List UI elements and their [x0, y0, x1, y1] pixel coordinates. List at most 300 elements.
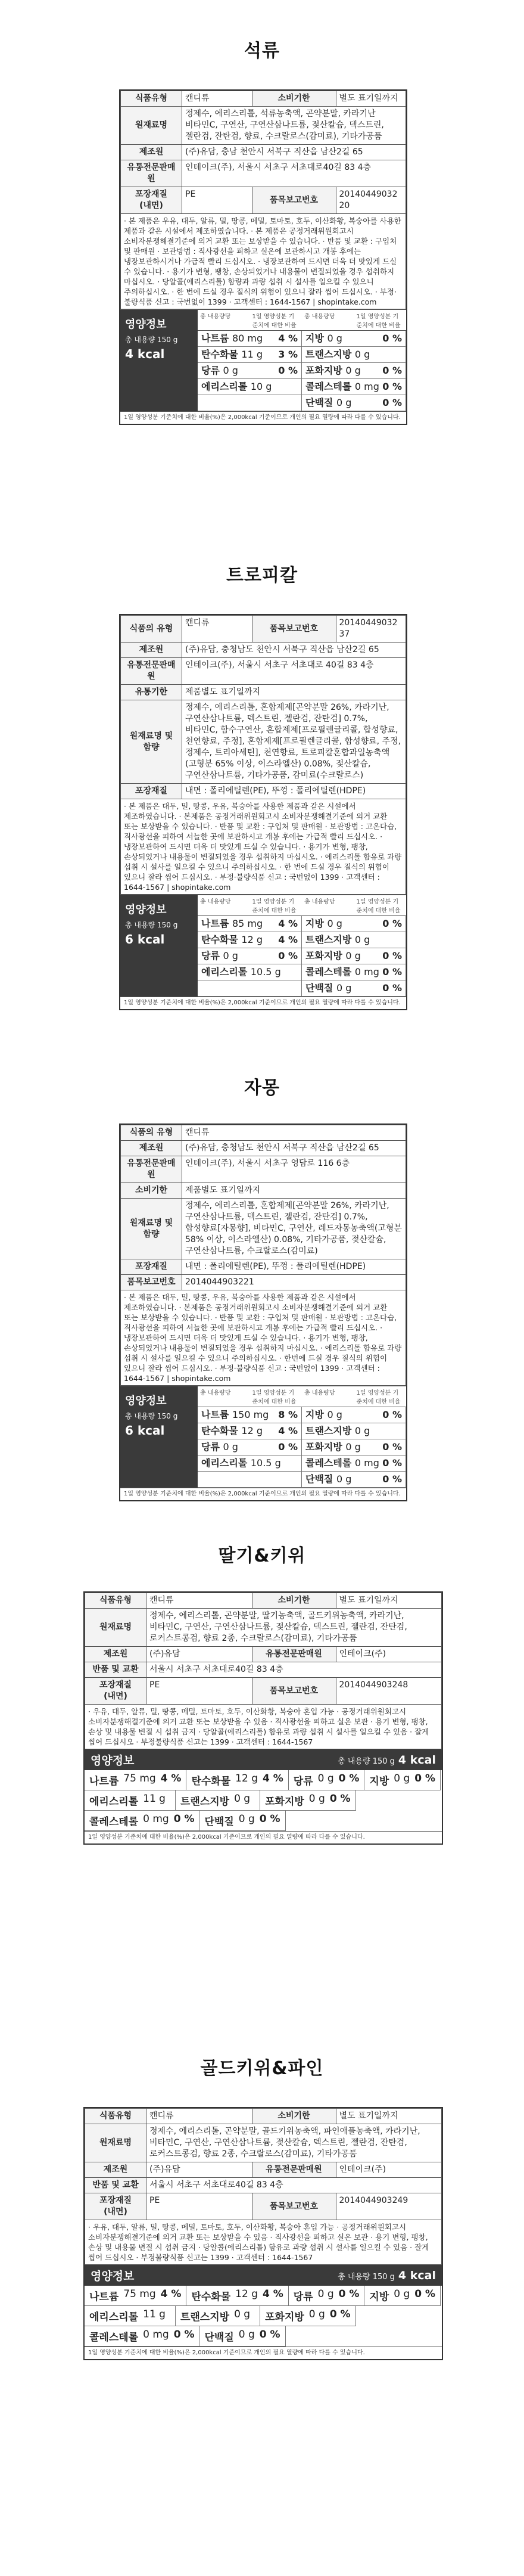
nutrient-percent: 0 % — [382, 397, 402, 408]
nutrient-name: 지방 — [369, 1776, 389, 1787]
label-notes: · 본 제품은 대두, 밀, 땅콩, 우유, 복숭아를 사용한 제품과 같은 시설에서 제조하였습니다. · 본제품은 공정거래위원회고시 소비자분쟁해결기준에 의거 교환 또는 보상받을 수 있습니다. · 반품 및 교환 : 구입처 및 판매원 · 보관방법 : 고온다습, 직사광선을 피하여 서늘한 곳에 보관하시고 개봉 후에는 가급적 빨리 드십시오. · 냉장보관하여 드시면 더욱 더 맛있게 드실 수 있습니다. · 용기가 변형, 팽창, 손상되었거나 내용물이 변질되었을 경우 섭취하지 마십시오. · 에리스리톨 함유로 과량 섭취 시 설사를 일으킬 수 있으니 주의하십시오. · 한 번에 드실 경우 질식의 위험이 있으니 잘라 씹어 드십시오. · 부정·불량식품 신고 : 국번없이 1399 · 고객센터 : 1644-1567 | shopintake.com — [121, 799, 406, 895]
nutrient-amount: 0 g — [223, 1441, 238, 1453]
nutrient-name: 나트륨 — [201, 333, 229, 344]
label-row — [121, 1156, 406, 1183]
nutrient-amount: 10.5 g — [250, 1457, 281, 1469]
nutrient-amount: 0 g — [308, 2308, 325, 2320]
nutrient-name: 나트륨 — [201, 1409, 229, 1420]
nutrient-amount: 12 g — [235, 2288, 258, 2300]
nutrition-header-cell: 총 내용량당 — [200, 899, 231, 905]
nutrition-header — [198, 1386, 406, 1407]
label-key: 원재료명 — [85, 1609, 146, 1647]
nutrition-summary — [120, 1386, 198, 1488]
nutrient-cell — [198, 347, 302, 363]
label-key: 식품유형 — [121, 91, 182, 107]
label-key: 원재료명 및 함량 — [121, 700, 182, 784]
nutrition-kcal: 6 kcal — [125, 932, 165, 946]
nutrient-percent: 0 % — [173, 2329, 195, 2341]
nutrition-header-cell: 1일 영양성분 기준치에 대한 비율 — [356, 1390, 401, 1405]
nutrient-name: 콜레스테롤 — [305, 966, 352, 977]
nutrient-name: 포화지방 — [265, 1796, 304, 1808]
label-row — [121, 1183, 406, 1199]
nutrition-header-cell: 1일 영양성분 기준치에 대한 비율 — [252, 1390, 297, 1405]
nutrient-amount: 0 g — [234, 1793, 251, 1805]
label-row — [121, 107, 406, 145]
nutrient-cell — [199, 1811, 285, 1831]
nutrient-amount: 0 g — [336, 1473, 352, 1485]
nutrient-percent: 4 % — [278, 918, 298, 929]
nutrient-cell — [289, 2286, 365, 2306]
nutrient-percent: 0 % — [329, 2308, 351, 2320]
nutrient-percent: 0 % — [338, 1773, 360, 1784]
label-key: 식품유형 — [85, 2109, 146, 2124]
nutrient-name: 나트륨 — [201, 918, 229, 929]
label-key: 유통전문판매원 — [121, 1156, 182, 1183]
nutrient-cell — [302, 964, 406, 980]
nutrient-cell — [302, 347, 406, 363]
label-row — [85, 1593, 442, 1609]
nutrient-percent: 0 % — [259, 2329, 280, 2341]
label-value: 정제수, 에리스리톨, 곤약분말, 딸기농축액, 골드키위농축액, 카라기난, 비타민C, 구연산, 구연산삼나트륨, 젖산칼슘, 덱스트린, 젤란검, 잔탄검, 로커스트콩검, 향료 2종, 수크랄로스(감미료), 기타가공품 — [146, 1609, 442, 1647]
nutrient-name: 트랜스지방 — [305, 934, 352, 945]
label-key: 식품의 유형 — [121, 616, 182, 643]
label-key: 반품 및 교환 — [85, 1662, 146, 1678]
nutrient-amount: 0 g — [223, 365, 238, 376]
nutrient-percent: 4 % — [262, 2288, 283, 2300]
nutrition-summary — [120, 310, 198, 411]
label-value: 2014044903249 — [336, 2193, 442, 2220]
product-label — [83, 2107, 443, 2360]
nutrition-table — [198, 895, 406, 997]
nutrient-cell — [364, 1770, 441, 1790]
nutrient-name: 지방 — [305, 918, 324, 929]
nutrient-percent: 4 % — [278, 934, 298, 945]
nutrient-cell — [302, 932, 406, 948]
nutrition-header-cell: 총 내용량당 — [200, 1390, 231, 1396]
nutrient-cell — [85, 2306, 176, 2326]
label-notes: · 우유, 대두, 알류, 밀, 땅콩, 메밀, 토마토, 호두, 이산화황, 복숭아 혼입 가능 · 공정거래위원회고시 소비자분쟁해결기준에 의거 교환 또는 보상받을 수 있음 · 직사광선을 피하고 실온 보관 · 용기 변형, 팽창, 손상 및 내용물 변질 시 섭취 금지 · 당알콜(에리스리톨) 함유로 과량 섭취 시 설사를 일으킬 수 있음 · 잘게 씹어 드십시오 · 부정불량식품 신고는 1399 · 고객센터 : 1644-1567 — [85, 2220, 442, 2265]
nutrition-header-cell: 1일 영양성분 기준치에 대한 비율 — [252, 314, 297, 329]
label-value: (주)유담, 충청남도 천안시 서북구 직산읍 남산2길 65 — [182, 643, 406, 658]
nutrient-cell — [198, 932, 302, 948]
nutrient-name: 탄수화물 — [201, 934, 238, 945]
nutrient-name: 당류 — [201, 950, 220, 961]
nutrition-header-cell: 1일 영양성분 기준치에 대한 비율 — [356, 899, 401, 914]
label-value: 2014044903220 — [336, 187, 406, 214]
label-info-table — [85, 1593, 442, 1749]
nutrient-percent: 0 % — [382, 1441, 402, 1453]
label-key: 원재료명 및 함량 — [121, 1199, 182, 1259]
nutrition-header — [198, 310, 406, 331]
product-label — [83, 1591, 443, 1845]
nutrient-cell — [260, 1790, 356, 1811]
section-title: 자몽 — [244, 1078, 280, 1098]
nutrient-name: 나트륨 — [89, 1776, 119, 1787]
nutrition-header — [198, 895, 406, 916]
nutrition-title: 영양정보 — [125, 1395, 167, 1407]
nutrient-cell — [198, 948, 302, 964]
nutrient-amount: 0 mg — [354, 1457, 379, 1469]
label-notes: · 본 제품은 대두, 밀, 땅콩, 우유, 복숭아를 사용한 제품과 같은 시설에서 제조하였습니다. · 본제품은 공정거래위원회고시 소비자분쟁해결기준에 의거 교환 또는 보상받을 수 있습니다. · 반품 및 교환 : 구입처 및 판매원 · 보관방법 : 고온다습, 직사광선을 피하여 서늘한 곳에 보관하시고 개봉 후에는 가급적 빨리 드십시오. · 냉장보관하여 드시면 더욱 더 맛있게 드실 수 있습니다. · 용기가 변형, 팽창, 손상되었거나 내용물이 변질되었을 경우 섭취하지 마십시오. · 에리스리톨 함유로 과량 섭취 시 설사를 일으킬 수 있으니 주의하십시오. · 한번에 드실 경우 질식의 위험이 있으니 잘라 씹어 드십시오. · 부정·불량식품 신고 : 국번없이 1399 · 고객센터 : 1644-1567 | shopintake.com — [121, 1290, 406, 1386]
label-key: 반품 및 교환 — [85, 2178, 146, 2193]
nutrient-amount: 0 g — [308, 1793, 325, 1805]
nutrient-name: 당류 — [201, 365, 220, 376]
label-key: 유통전문판매원 — [252, 1647, 336, 1662]
nutrient-name: 트랜스지방 — [180, 1796, 230, 1808]
nutrient-cell — [198, 379, 302, 395]
nutrition-summary — [120, 895, 198, 997]
label-row — [121, 658, 406, 685]
label-value: (주)유담 — [146, 1647, 252, 1662]
nutrition-serving: 총 내용량 150 g — [338, 2272, 395, 2282]
nutrient-name: 에리스리톨 — [201, 966, 248, 977]
nutrient-name: 탄수화물 — [191, 2291, 231, 2303]
nutrient-cell — [186, 2286, 288, 2306]
nutrient-percent: 0 % — [382, 918, 402, 929]
label-key: 원재료명 — [85, 2124, 146, 2162]
label-value: 제품별도 표기일까지 — [182, 1183, 406, 1199]
nutrient-name: 에리스리톨 — [89, 2311, 139, 2323]
nutrient-amount: 10 g — [250, 381, 272, 392]
nutrient-cell — [302, 379, 406, 395]
label-notes-row — [121, 1290, 406, 1386]
nutrition-grid — [85, 2286, 442, 2347]
nutrient-cell — [85, 1811, 199, 1831]
nutrition-footnote: 1일 영양성분 기준치에 대한 비율(%)은 2,000kcal 기준이므로 개인의 필요 열량에 따라 다를 수 있습니다. — [85, 2347, 442, 2359]
label-value: 인테이크(주) — [336, 1647, 442, 1662]
nutrition-header-bar — [85, 1749, 442, 1770]
label-row — [121, 643, 406, 658]
label-value: 캔디류 — [146, 2109, 252, 2124]
nutrient-name: 지방 — [305, 333, 324, 344]
label-value: 제품별도 표기일까지 — [182, 685, 406, 700]
label-value: 정제수, 에리스리톨, 혼합제제[곤약분말 26%, 카라기난, 구연산삼나트륨, 덱스트린, 젤란검, 잔탄검] 0.7%, 비타민C, 함수구연산, 혼합제제[프로필렌글리콜, 합성향료, 천연향료, 주정], 혼합제제[프로필렌글리콜, 합성향료, 주정, 정제수, 트리아세틴], 천연향료, 트로피칼혼합과일농축액(고형분 65% 이상, 이스라엘산) 0.08%, 젖산칼슘, 구연산삼나트륨, 기타가공품, 감미료(수크랄로스) — [182, 700, 406, 784]
nutrient-amount: 80 mg — [232, 333, 263, 344]
label-value: PE — [146, 1678, 252, 1705]
nutrient-cell — [198, 1472, 302, 1488]
nutrient-cell — [198, 1439, 302, 1455]
nutrient-amount: 10.5 g — [250, 966, 281, 977]
label-key: 품목보고번호 — [252, 2193, 336, 2220]
label-value: 캔디류 — [146, 1593, 252, 1609]
nutrition-grid — [198, 916, 406, 997]
nutrition-header-bar — [85, 2265, 442, 2286]
nutrient-amount: 0 g — [317, 1773, 334, 1784]
nutrient-name: 포화지방 — [305, 365, 342, 376]
label-value: 캔디류 — [182, 1125, 406, 1141]
nutrient-cell — [302, 1439, 406, 1455]
nutrient-cell — [85, 2326, 199, 2347]
nutrient-amount: 75 mg — [123, 2288, 156, 2300]
label-key: 식품의 유형 — [121, 1125, 182, 1141]
label-row — [121, 1125, 406, 1141]
label-value: 인테이크(주) — [336, 2162, 442, 2178]
section-title: 트로피칼 — [226, 565, 298, 586]
nutrient-percent: 0 % — [338, 2288, 360, 2300]
nutrition-table — [198, 1386, 406, 1488]
nutrient-name: 지방 — [305, 1409, 324, 1420]
label-value: 2014044903221 — [182, 1275, 406, 1290]
label-row — [121, 160, 406, 187]
nutrient-cell — [302, 1423, 406, 1439]
label-row — [121, 685, 406, 700]
nutrient-amount: 0 g — [354, 1425, 370, 1436]
nutrient-cell — [85, 1790, 176, 1811]
nutrient-cell — [302, 948, 406, 964]
label-row — [85, 2109, 442, 2124]
nutrient-percent: 0 % — [329, 1793, 351, 1805]
nutrient-amount: 0 g — [223, 950, 238, 961]
nutrition-kcal: 4 kcal — [398, 2268, 436, 2282]
nutrient-cell — [186, 1770, 288, 1790]
nutrition-kcal: 4 kcal — [125, 347, 165, 361]
nutrition-footnote: 1일 영양성분 기준치에 대한 비율(%)은 2,000kcal 기준이므로 개인의 필요 열량에 따라 다를 수 있습니다. — [85, 1831, 442, 1843]
label-value: 정제수, 에리스리톨, 석류농축액, 곤약분말, 카라기난 비타민C, 구연산, 구연산삼나트륨, 젖산칼슘, 덱스트린, 젤란검, 잔탄검, 향료, 수크랄로스(감미료), 기타가공품 — [182, 107, 406, 145]
nutrient-percent: 0 % — [382, 365, 402, 376]
label-value: 정제수, 에리스리톨, 혼합제제[곤약분말 26%, 카라기난, 구연산삼나트륨, 덱스트린, 젤란검, 잔탄검] 0.7%, 합성향료[자몽향], 비타민C, 구연산, 레드자몽농축액(고형분 58% 이상, 이스라엘산) 0.08%, 기타가공품, 젖산칼슘, 구연산삼나트륨, 수크랄로스(감미료) — [182, 1199, 406, 1259]
nutrient-name: 콜레스테롤 — [305, 1457, 352, 1469]
nutrition-grid — [198, 1407, 406, 1488]
nutrient-percent: 0 % — [382, 381, 402, 392]
label-row — [85, 2193, 442, 2220]
label-row — [121, 187, 406, 214]
nutrition-header-cell: 총 내용량당 — [200, 314, 231, 320]
nutrient-name: 포화지방 — [265, 2311, 304, 2323]
nutrient-amount: 0 g — [336, 397, 352, 408]
nutrient-cell — [260, 2306, 356, 2326]
nutrient-cell — [364, 2286, 441, 2306]
label-value: 별도 표기일까지 — [336, 91, 406, 107]
nutrient-cell — [302, 395, 406, 411]
nutrient-amount: 11 g — [143, 1793, 166, 1805]
nutrient-amount: 0 g — [238, 1813, 255, 1825]
label-value: PE — [146, 2193, 252, 2220]
label-row — [85, 2178, 442, 2193]
nutrient-name: 단백질 — [204, 2332, 234, 2344]
nutrition-facts — [120, 1386, 406, 1488]
nutrient-name: 트랜스지방 — [305, 1425, 352, 1436]
label-key: 소비기한 — [252, 2109, 336, 2124]
label-info-table — [85, 2108, 442, 2265]
nutrient-name: 에리스리톨 — [201, 1457, 248, 1469]
label-key: 포장재질(내면) — [85, 1678, 146, 1705]
nutrition-header-cell: 총 내용량당 — [304, 899, 335, 905]
label-key: 소비기한 — [252, 1593, 336, 1609]
nutrition-header-cell: 총 내용량당 — [304, 1390, 335, 1396]
label-row — [121, 145, 406, 160]
nutrient-amount: 11 g — [241, 349, 263, 360]
nutrient-cell — [302, 980, 406, 997]
label-value: 내면 : 폴리에틸렌(PE), 뚜껑 : 폴리에틸렌(HDPE) — [182, 784, 406, 799]
label-row — [85, 2124, 442, 2162]
section-title: 골드키위&파인 — [200, 2058, 324, 2079]
nutrient-amount: 0 g — [327, 1409, 342, 1420]
label-value: 정제수, 에리스리톨, 곤약분말, 골드키위농축액, 파인애플농축액, 카라기난, 비타민C, 구연산, 구연산삼나트륨, 젖산칼슘, 덱스트린, 젤란검, 잔탄검, 로커스트콩검, 향료 2종, 수크랄로스(감미료), 기타가공품 — [146, 2124, 442, 2162]
nutrient-name: 당류 — [293, 1776, 313, 1787]
label-key: 원재료명 — [121, 107, 182, 145]
nutrient-percent: 0 % — [278, 1441, 298, 1453]
label-key: 제조원 — [85, 2162, 146, 2178]
nutrient-percent: 0 % — [414, 1773, 436, 1784]
nutrient-name: 콜레스테롤 — [89, 2332, 139, 2344]
nutrient-cell — [198, 964, 302, 980]
nutrient-cell — [302, 363, 406, 379]
nutrition-title: 영양정보 — [125, 318, 167, 331]
label-key: 유통전문판매원 — [121, 160, 182, 187]
nutrient-percent: 0 % — [173, 1813, 195, 1825]
nutrient-cell — [199, 2326, 285, 2347]
nutrient-cell — [198, 363, 302, 379]
nutrient-percent: 4 % — [160, 2288, 182, 2300]
label-row — [85, 2162, 442, 2178]
label-value: 인테이크(주), 서울시 서초구 영담로 116 6층 — [182, 1156, 406, 1183]
label-key: 품목보고번호 — [252, 1678, 336, 1705]
nutrient-percent: 4 % — [262, 1773, 283, 1784]
nutrient-percent: 0 % — [278, 365, 298, 376]
nutrition-header-cell: 총 내용량당 — [304, 314, 335, 320]
nutrition-kcal: 4 kcal — [398, 1753, 436, 1767]
nutrition-serving: 총 내용량 150 g — [125, 1412, 178, 1420]
nutrient-amount: 11 g — [143, 2308, 166, 2320]
nutrient-amount: 0 g — [394, 2288, 410, 2300]
nutrient-name: 트랜스지방 — [305, 349, 352, 360]
label-key: 유통기한 — [121, 685, 182, 700]
label-key: 제조원 — [121, 145, 182, 160]
label-value: (주)유담 — [146, 2162, 252, 2178]
nutrient-name: 단백질 — [305, 982, 333, 994]
nutrient-name: 포화지방 — [305, 1441, 342, 1453]
nutrient-name: 단백질 — [204, 1816, 234, 1828]
nutrient-cell — [302, 916, 406, 932]
nutrition-facts — [120, 309, 406, 411]
nutrient-name: 포화지방 — [305, 950, 342, 961]
nutrient-amount: 0 g — [327, 918, 342, 929]
nutrient-name: 탄수화물 — [191, 1776, 231, 1787]
label-value: 서울시 서초구 서초대로40길 83 4층 — [146, 1662, 442, 1678]
nutrient-name: 에리스리톨 — [201, 381, 248, 392]
label-notes-row — [121, 214, 406, 309]
nutrition-serving: 총 내용량 150 g — [125, 921, 178, 929]
nutrient-name: 에리스리톨 — [89, 1796, 139, 1808]
label-notes: · 본 제품은 우유, 대두, 알류, 밀, 땅콩, 메밀, 토마토, 호두, 이산화황, 복숭아를 사용한 제품과 같은 시설에서 제조하였습니다. · 본 제품은 공정거래위원회고시 소비자분쟁해결기준에 의거 교환 또는 보상받을 수 있습니다. · 반품 및 교환 : 구입처 및 판매원 · 보관방법 : 직사광선을 피하고 실온에 보관하시고 개봉 후에는 냉장보관하시거나 가급적 빨리 드십시오. · 냉장보관하여 드시면 더욱 더 맛있게 드실 수 있습니다. · 용기가 변형, 팽창, 손상되었거나 내용물이 변질되었을 경우 섭취하지 마십시오. · 당알콜(에리스리톨) 함량과 과량 섭취 시 설사를 일으킬 수 있으니 주의하십시오. · 한 번에 드실 경우 질식의 위험이 있으니 잘라 씹어 드십시오. · 부정·불량식품 신고 : 국번없이 1399 · 고객센터 : 1644-1567 | shopintake.com — [121, 214, 406, 309]
nutrient-amount: 0 g — [234, 2308, 251, 2320]
nutrient-amount: 12 g — [241, 934, 263, 945]
nutrient-cell — [198, 916, 302, 932]
nutrition-header-cell: 1일 영양성분 기준치에 대한 비율 — [356, 314, 401, 329]
label-value: 인테이크(주), 서울시 서초구 서초대로40길 83 4층 — [182, 160, 406, 187]
section-title: 석류 — [244, 41, 280, 61]
product-label — [119, 89, 407, 425]
nutrient-amount: 0 g — [345, 365, 361, 376]
label-key: 품목보고번호 — [252, 616, 336, 643]
label-row — [121, 1259, 406, 1275]
label-row — [121, 1141, 406, 1156]
nutrient-amount: 85 mg — [232, 918, 263, 929]
nutrient-cell — [198, 1455, 302, 1472]
label-key: 품목보고번호 — [121, 1275, 182, 1290]
nutrient-name: 콜레스테롤 — [305, 381, 352, 392]
nutrient-cell — [198, 1407, 302, 1423]
nutrient-cell — [176, 2306, 260, 2326]
label-value: (주)유담, 충남 천안시 서북구 직산읍 남산2길 65 — [182, 145, 406, 160]
nutrition-header-cell: 1일 영양성분 기준치에 대한 비율 — [252, 899, 297, 914]
nutrient-percent: 8 % — [278, 1409, 298, 1420]
nutrient-percent: 4 % — [278, 333, 298, 344]
nutrient-percent: 0 % — [414, 2288, 436, 2300]
label-notes-row — [85, 1705, 442, 1749]
label-row — [85, 1647, 442, 1662]
label-row — [85, 1609, 442, 1647]
nutrient-cell — [198, 980, 302, 997]
label-notes-row — [121, 799, 406, 895]
nutrition-footnote: 1일 영양성분 기준치에 대한 비율(%)은 2,000kcal 기준이므로 개인의 필요 열량에 따라 다를 수 있습니다. — [120, 1488, 406, 1500]
nutrient-percent: 4 % — [278, 1425, 298, 1436]
label-row — [121, 1199, 406, 1259]
nutrition-serving: 총 내용량 150 g — [338, 1756, 395, 1766]
nutrient-name: 단백질 — [305, 1473, 333, 1485]
nutrient-amount: 0 mg — [354, 381, 379, 392]
nutrient-percent: 0 % — [382, 333, 402, 344]
label-key: 포장재질(내면) — [85, 2193, 146, 2220]
nutrient-name: 당류 — [293, 2291, 313, 2303]
label-value: 2014044903237 — [336, 616, 406, 643]
nutrient-cell — [85, 1770, 186, 1790]
nutrient-amount: 0 g — [345, 1441, 361, 1453]
nutrition-facts — [120, 895, 406, 997]
label-key: 품목보고번호 — [252, 187, 336, 214]
nutrient-cell — [198, 331, 302, 347]
nutrient-cell — [302, 1455, 406, 1472]
label-value: 캔디류 — [182, 91, 252, 107]
product-label — [119, 614, 407, 1010]
nutrient-cell — [198, 1423, 302, 1439]
nutrient-percent: 0 % — [382, 950, 402, 961]
label-key: 포장재질 — [121, 784, 182, 799]
label-key: 유통전문판매원 — [121, 658, 182, 685]
label-value: (주)유담, 충청남도 천안시 서북구 직산읍 남산2길 65 — [182, 1141, 406, 1156]
nutrient-name: 당류 — [201, 1441, 220, 1453]
nutrient-cell — [176, 1790, 260, 1811]
label-value: 2014044903248 — [336, 1678, 442, 1705]
nutrient-amount: 0 mg — [143, 2329, 169, 2341]
label-value: 별도 표기일까지 — [336, 2109, 442, 2124]
nutrition-footnote: 1일 영양성분 기준치에 대한 비율(%)은 2,000kcal 기준이므로 개인의 필요 열량에 따라 다를 수 있습니다. — [120, 997, 406, 1009]
nutrient-name: 단백질 — [305, 397, 333, 408]
label-key: 소비기한 — [252, 91, 336, 107]
nutrient-name: 콜레스테롤 — [89, 1816, 139, 1828]
label-notes-row — [85, 2220, 442, 2265]
nutrient-name: 트랜스지방 — [180, 2311, 230, 2323]
nutrient-amount: 0 g — [336, 982, 352, 994]
nutrient-percent: 0 % — [382, 1457, 402, 1469]
label-info-table — [120, 91, 406, 309]
label-row — [121, 1275, 406, 1290]
nutrient-percent: 0 % — [259, 1813, 280, 1825]
nutrition-serving-kcal — [338, 1753, 436, 1767]
label-key: 소비기한 — [121, 1183, 182, 1199]
nutrient-amount: 0 g — [327, 333, 342, 344]
label-row — [85, 1678, 442, 1705]
nutrient-amount: 0 mg — [354, 966, 379, 977]
nutrient-cell — [302, 1407, 406, 1423]
nutrient-cell — [302, 331, 406, 347]
label-key: 식품유형 — [85, 1593, 146, 1609]
label-key: 제조원 — [121, 1141, 182, 1156]
nutrient-amount: 75 mg — [123, 1773, 156, 1784]
nutrient-amount: 0 g — [238, 2329, 255, 2341]
nutrition-title: 영양정보 — [91, 1754, 135, 1767]
nutrient-cell — [198, 395, 302, 411]
